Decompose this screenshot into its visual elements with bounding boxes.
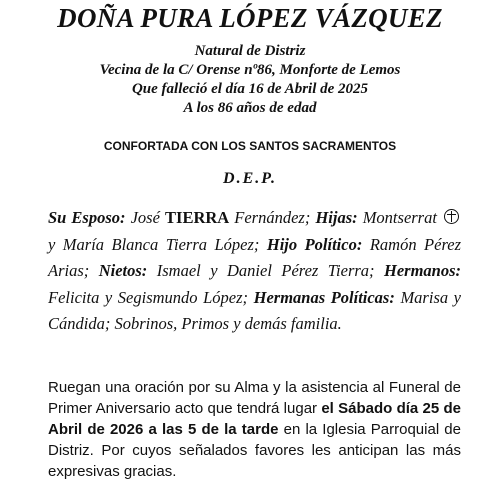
notice-text-2: en la Iglesia Parroquial de Distriz. Por cuyos señalados favores les anticipan las más expresivas gracias. bbox=[48, 421, 461, 480]
ceremony-notice bbox=[48, 377, 461, 482]
ceremony-date: el Sábado día 25 de Abril de 2026 a las 5 de la tarde bbox=[48, 400, 461, 438]
deceased-name: DOÑA PURA LÓPEZ VÁZQUEZ bbox=[57, 3, 443, 33]
hijas-label: Hijas: bbox=[315, 208, 358, 227]
residence-line: Vecina de la C/ Orense nº86, Monforte de Lemos bbox=[99, 62, 401, 78]
hija-2: y María Blanca Tierra López; bbox=[48, 234, 260, 254]
birthplace-line: Natural de Distriz bbox=[194, 43, 306, 59]
family-list bbox=[48, 205, 461, 338]
hijo-politico: Ramón Pérez Arias; bbox=[48, 234, 462, 280]
notice-text-1: Ruegan una oración por su Alma y la asistencia al Funeral de Primer Aniversario acto que tendrá lugar bbox=[48, 379, 461, 417]
esposo-rest: Fernández; bbox=[234, 208, 311, 227]
death-date-line: Que falleció el día 16 de Abril de 2025 bbox=[131, 81, 369, 97]
hermanas-politicas-label: Hermanas Políticas: bbox=[253, 287, 395, 307]
circled-cross-icon bbox=[444, 209, 459, 224]
hermanos-label: Hermanos: bbox=[384, 261, 462, 280]
esposo-surname: TIERRA bbox=[165, 208, 230, 227]
sacraments-line: CONFORTADA CON LOS SANTOS SACRAMENTOS bbox=[103, 139, 397, 153]
hija-1: Montserrat bbox=[362, 208, 437, 227]
dep-line: D.E.P. bbox=[223, 170, 277, 187]
age-line: A los 86 años de edad bbox=[183, 100, 317, 116]
other-family: Sobrinos, Primos y demás familia. bbox=[114, 314, 342, 333]
deceased-info bbox=[0, 42, 500, 118]
esposo-label: Su Esposo: bbox=[48, 208, 126, 227]
esposo-first: José bbox=[130, 208, 160, 227]
hermanas-politicas: Marisa y Cándida; bbox=[48, 287, 462, 333]
hijo-politico-label: Hijo Político: bbox=[266, 234, 363, 254]
nietos-label: Nietos: bbox=[98, 261, 148, 280]
hermanos: Felicita y Segismundo López; bbox=[48, 287, 249, 307]
nietos: Ismael y Daniel Pérez Tierra; bbox=[156, 261, 375, 280]
